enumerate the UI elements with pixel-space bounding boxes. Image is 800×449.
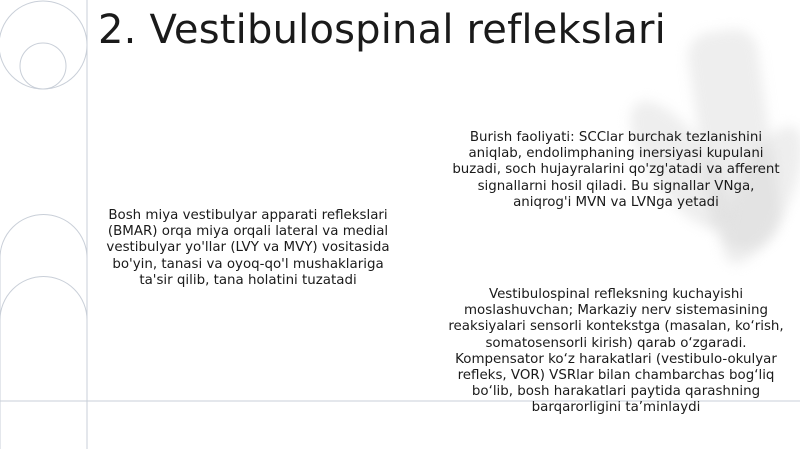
text-block-left: Bosh miya vestibulyar apparati reflekslari (BMAR) orqa miya orqali lateral va medial vestibulyar yo'llar (LVY va MVY) vositasida bo'yin, tanasi va oyoq-qo'l mushaklariga ta'sir qilib, tana holatini tuzatadi — [106, 208, 390, 288]
deco-circle-large — [0, 1, 87, 89]
deco-arch-upper — [0, 215, 87, 449]
text-block-right-top: Burish faoliyati: SCClar burchak tezlanishini aniqlab, endolimphaning inersiyasi kupulani buzadi, soch hujayralarini qo'zg'atadi va afferent signallarni hosil qiladi. Bu signallar VNga, aniqrog'i MVN va LVNga yetadi — [452, 130, 780, 210]
page-title: 2. Vestibulospinal reflekslari — [98, 7, 666, 53]
text-block-right-bottom: Vestibulospinal refleksning kuchayishi moslashuvchan; Markaziy nerv sistemasining reaksiyalari sensorli kontekstga (masalan, ko‘rish, somatosensorli kirish) qarab o‘zgaradi. Kompensator ko‘z harakatlari (vestibulo-okulyar refleks, VOR) VSRlar bilan chambarchas bog‘liq bo‘lib, bosh harakatlari paytida qarashning barqarorligini ta’minlaydi — [448, 287, 784, 416]
deco-arch-lower — [0, 277, 87, 449]
deco-circle-small — [20, 43, 66, 89]
